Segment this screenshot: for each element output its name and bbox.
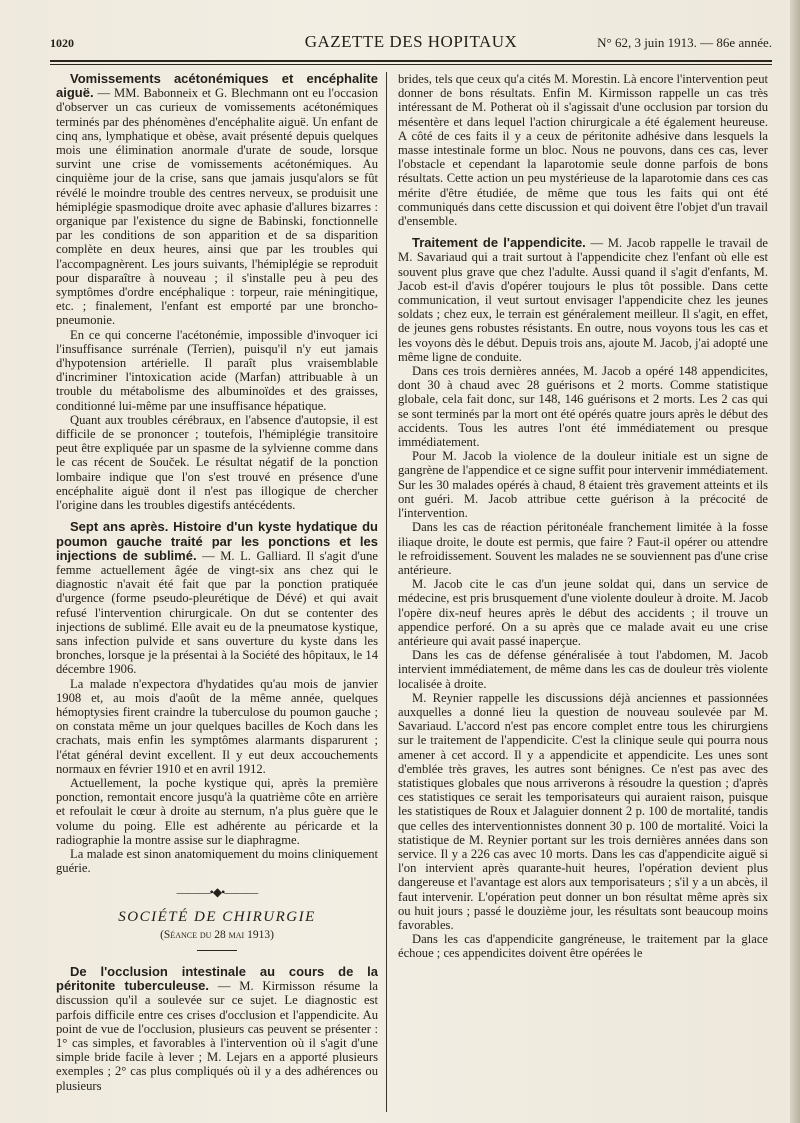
article-occlusion (56, 965, 378, 1093)
article-text: — M. Jacob rappelle le travail de M. Savariaud qui a trait surtout à l'appendicite chez l'enfant où elle est souvent plus grave que chez l'adulte. Aussi quand il s'agit d'enfants, M. Jacob est-il d'avis d'opérer toujours le plus tôt possible. Dans cette communication, il veut surtout envisager l'appendicite chez les jeunes soldats ; chez eux, le terrain est généralement meilleur. Il s'agit, en effet, de jeunes gens robustes résistants. En outre, nous voyons tous les cas et les voyons dès le début. Depuis trois ans, ajoute M. Jacob, j'ai adopté une même ligne de conduite. (398, 236, 768, 364)
header-rule-thin (50, 64, 772, 65)
article-title: Vomissements acétonémiques et encéphalite aiguë. (56, 71, 378, 101)
paragraph: Dans les cas d'appendicite gangréneuse, le traitement par la glace échoue ; ces appendicites doivent être opérées le (398, 932, 768, 961)
article-title: Traitement de l'appendicite. (412, 235, 586, 251)
column-divider (386, 72, 387, 1112)
left-column (56, 72, 378, 1093)
paragraph: Dans les cas de réaction péritonéale franchement limitée à la fosse iliaque droite, le doute est permis, que faire ? Faut-il opérer ou attendre le refroidissement. Souvent les malades ne se souviennent pas d'une crise antérieure. (398, 520, 768, 577)
paragraph: M. Jacob cite le cas d'un jeune soldat qui, dans un service de médecine, est pris brusquement d'une violente douleur à droite. M. Jacob l'opère dix-neuf heures après le début des accidents ; il trouve un appendice perforé. On a su après que ce malade avait eu une crise antérieure qui avait passé inaperçue. (398, 577, 768, 648)
section-title: SOCIÉTÉ DE CHIRURGIE (118, 908, 316, 925)
paragraph: En ce qui concerne l'acétonémie, impossible d'invoquer ici l'insuffisance surrénale (Terrien), puisqu'il n'y eut jamais d'hypotension artérielle. Il paraît plus vraisemblable d'incriminer l'intoxication acide (Marfan) attribuable à un trouble du métabolisme des albuminoïdes et des graisses, conditionné lui-même par une insuffisance hépatique. (56, 327, 378, 413)
section-rule (197, 950, 237, 951)
issue-info: N° 62, 3 juin 1913. — 86e année. (597, 35, 772, 50)
header-rule-thick (50, 60, 772, 62)
article-kyste-hydatique (56, 520, 378, 676)
article-text: — MM. Babonneix et G. Blechmann ont eu l'occasion d'observer un cas curieux de vomissements acétonémiques terminés par des phénomènes d'encéphalite aiguë. Un enfant de cinq ans, lymphatique et obèse, avait présenté depuis quelques mois une élimination anormale d'urate de soude, lorsque survint une crise de vomissements acétonémiques. Au cinquième jour de la crise, sans que jamais jusqu'alors se fût révélé le moindre trouble des centres nerveux, se produisit une hémiplégie spasmodique droite avec aphasie d'allures bizarres : organique par l'existence du signe de Babinski, fonctionnelle par les conditions de son apparition et de sa disparition complète en deux heures, ainsi que par les troubles qui l'accompagnèrent. Les jours suivants, l'hémiplégie se reproduit pour disparaître à nouveau ; il s'installe peu à peu des symptômes d'ordre encéphalique : torpeur, raie méningitique, etc. ; finalement, l'enfant est emporté par une broncho-pneumonie. (56, 86, 378, 328)
paragraph: Actuellement, la poche kystique qui, après la première ponction, remontait encore jusqu'à la quatrième côte en arrière et refoulait le cœur à droite au sternum, n'a plus guère que le volume du poing. Elle est adhérente au péricarde et la radiographie la montre assise sur le diaphragme. (56, 775, 378, 847)
article-vomissements (56, 72, 378, 328)
paragraph: Dans les cas de défense généralisée à tout l'abdomen, M. Jacob intervient immédiatement, de même dans les cas de douleur très violente localisée à droite. (398, 648, 768, 691)
section-subtitle: (Séance du 28 mai 1913) (160, 928, 274, 941)
right-column (398, 72, 768, 961)
page-binding-edge (790, 0, 800, 1123)
page-header (50, 28, 772, 60)
page-number: 1020 (50, 36, 74, 50)
paragraph-continued: brides, tels que ceux qu'a cités M. Morestin. Là encore l'intervention peut donner de bons résultats. Enfin M. Kirmisson rappelle un cas très intéressant de M. Potherat où il s'agissait d'une occlusion par torsion du mésentère et dans lequel l'action chirurgicale a été également heureuse. A côté de ces faits il y a ceux de péritonite adhésive dans lesquels la masse intestinale forme un bloc. Nous ne pouvons, dans ces cas, lever l'obstacle et cependant la laparotomie seule donne parfois de bons résultats. Cette action un peu mystérieuse de la laparotomie dans ces cas mérite d'être étudiée, de même que tous les faits qui ont été communiqués dans cette discussion et qui doivent être l'objet d'un travail d'ensemble. (398, 72, 768, 229)
section-ornament: ———•◆•——— (176, 885, 258, 900)
paragraph: M. Reynier rappelle les discussions déjà anciennes et passionnées auxquelles a donné lieu la question de nouveau soulevée par M. Savariaud. L'accord n'est pas encore complet entre tous les chirurgiens sur le traitement de l'appendicite. C'est la clinique seule qui pourra nous amener à cet accord. Il y a appendicite et appendicite. Les unes sont d'emblée très graves, les autres sont bénignes. Ce n'est pas avec des statistiques globales que nous arriverons à résoudre la question ; d'après ces statistiques ce serait les temporisateurs qui auraient raison, puisque les statistiques de Roux et Jalaguier donnent 2 p. 100 de mortalité, tandis que celles des interventionnistes donnent 30 p. 100 de mortalité. Voici la statistique de M. Reynier portant sur les trois dernières années dans son service. Il y a 226 cas avec 10 morts. Dans les cas d'appendicite aiguë si l'on intervient après quarante-huit heures, l'opération devient plus dangereuse et l'avantage est alors aux temporisateurs ; s'il y a un abcès, il faut intervenir. L'opération peut donner un bon résultat même après six ou huit jours ; passé le douzième jour, les résultats sont beaucoup moins favorables. (398, 690, 768, 932)
paragraph: La malade n'expectora d'hydatides qu'au mois de janvier 1908 et, au mois d'août de la même année, quelques hémoptysies firent craindre la tuberculose du poumon gauche ; on constata même un jour quelques bacilles de Koch dans les crachats, mais enfin les symptômes alarmants disparurent ; l'état général devint excellent. Il y eut deux accouchements normaux en février 1910 et en avril 1912. (56, 676, 378, 776)
article-title: De l'occlusion intestinale au cours de la péritonite tuberculeuse. (56, 963, 378, 994)
paragraph: Pour M. Jacob la violence de la douleur initiale est un signe de gangrène de l'appendice et ce signe suffit pour intervenir immédiatement. Sur les 30 malades opérés à chaud, 8 étaient très gravement atteints et ils ont guéri. M. Jacob attribue cette guérison à la précocité de l'intervention. (398, 449, 768, 521)
article-appendicite (398, 236, 768, 364)
article-text: — M. Kirmisson résume la discussion qu'il a soulevée sur ce sujet. Le diagnostic est parfois difficile entre ces crises d'occlusion et l'appendicite. Au point de vue de l'occlusion, plusieurs cas peuvent se présenter : 1° cas simples, et favorables à l'intervention où il s'agit d'une simple bride facile à lever ; M. Lejars en a apporté plusieurs exemples ; 2° cas plus compliqués où il y a des adhérences ou plusieurs (56, 979, 378, 1093)
paragraph: Quant aux troubles cérébraux, en l'absence d'autopsie, il est difficile de se prononcer ; toutefois, l'hémiplégie transitoire peut être expliquée par un spasme de la sylvienne comme dans le cas récent de Souček. Le résultat négatif de la ponction lombaire indique que l'on s'est trouvé en présence d'une encéphalite aiguë dont il n'est pas illogique de chercher l'origine dans les troubles digestifs antécédents. (56, 412, 378, 513)
article-text: — M. L. Galliard. Il s'agit d'une femme actuellement âgée de vingt-six ans chez qui le diagnostic n'avait été fait que par la ponction pratiquée d'urgence (forme pseudo-pleurétique de Dévé) et qui avait refusé l'intervention chirurgicale. On dut se contenter des injections de sublimé. Elle avait eu de la pneumatose kystique, sans infection pulvide et sans ouverture du kyste dans les bronches, lorsque je la présentai à la Société des hôpitaux, le 14 décembre 1906. (56, 548, 378, 677)
journal-title: GAZETTE DES HOPITAUX (304, 32, 518, 51)
article-title: Sept ans après. Histoire d'un kyste hydatique du poumon gauche traité par les ponctions et les injections de sublimé. (56, 519, 378, 563)
paragraph: Dans ces trois dernières années, M. Jacob a opéré 148 appendicites, dont 30 à chaud avec 28 guérisons et 2 morts. Comme statistique globale, cela fait donc, sur 148, 146 guérisons et 2 morts. Les 2 cas qui se sont terminés par la mort ont été opérés quatre jours après le début des accidents. Tous les autres l'ont été immédiatement ou presque immédiatement. (398, 364, 768, 450)
paragraph: La malade est sinon anatomiquement du moins cliniquement guérie. (56, 846, 378, 876)
